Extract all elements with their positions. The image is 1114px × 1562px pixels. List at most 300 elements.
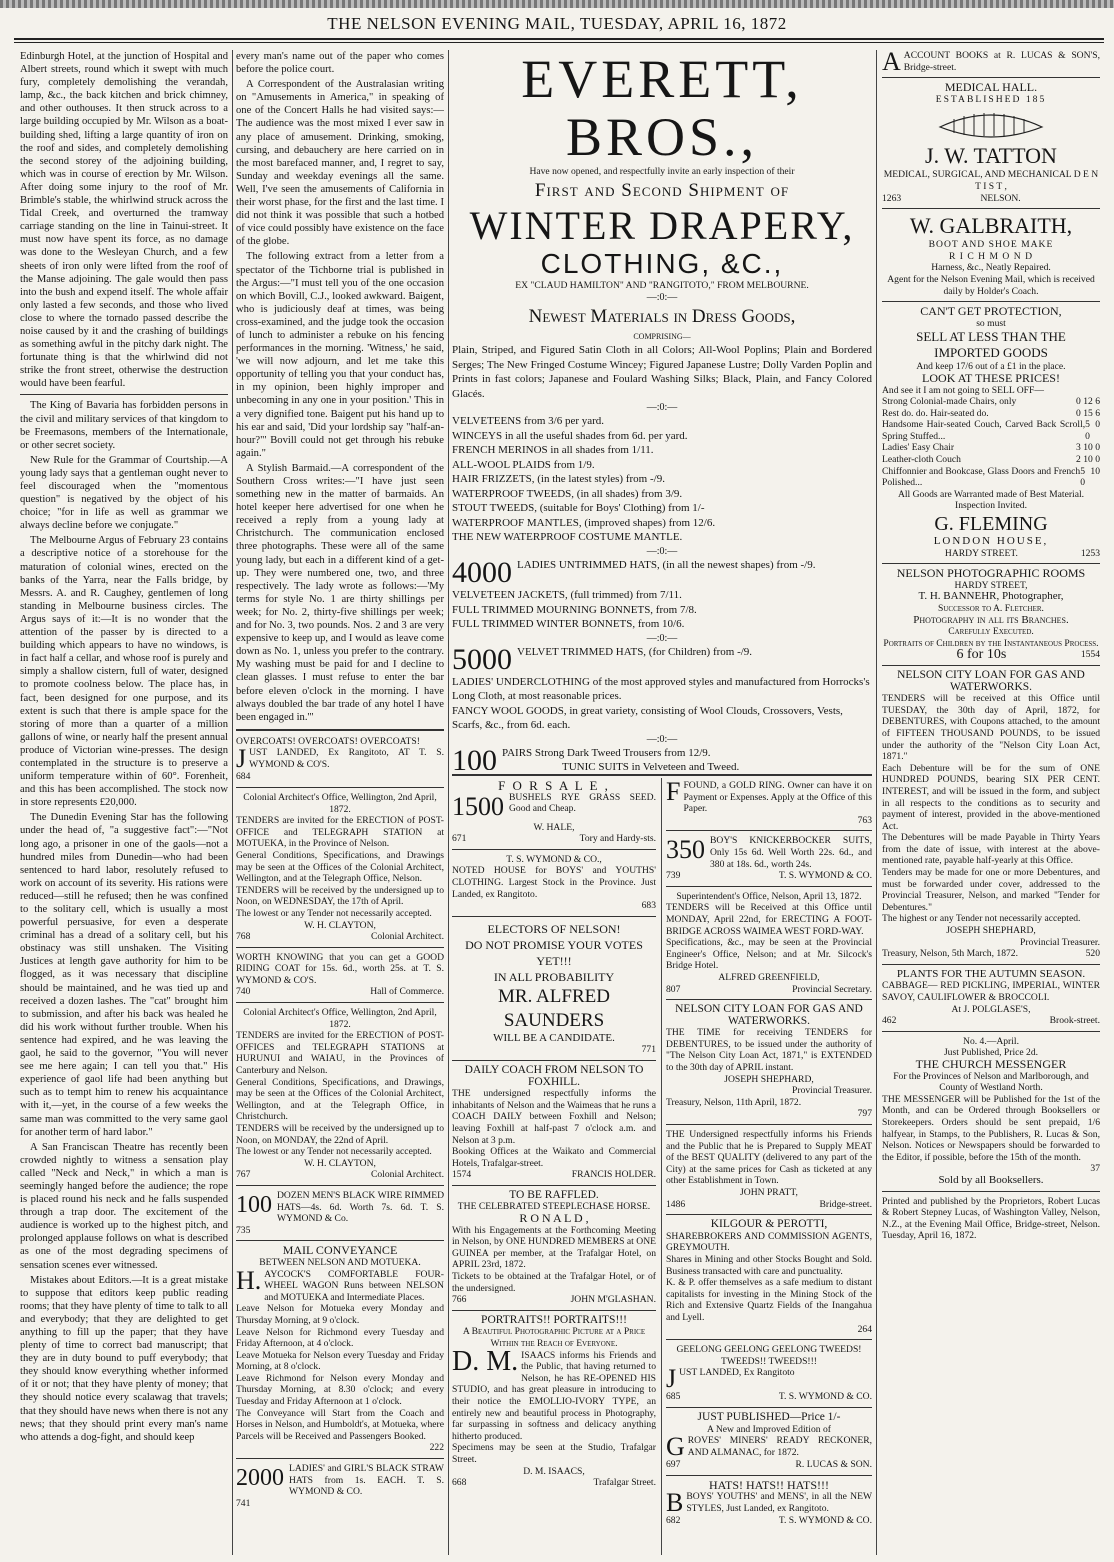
price-value: 2 10 0 (1076, 454, 1100, 466)
ad-number: 684 (236, 771, 251, 783)
ad-number: 763 (857, 814, 872, 826)
ad-number: 766 (452, 1294, 467, 1306)
ad-subheading: THE CELEBRATED STEEPLECHASE HORSE. (457, 1201, 651, 1213)
ad-signature: JOSEPH SHEPHARD, (946, 925, 1036, 937)
ad-item-big (452, 556, 872, 590)
ad-footer (882, 948, 1100, 960)
drop-cap: G (666, 1432, 685, 1462)
ad-body: HARDY STREET, (954, 579, 1028, 591)
ad-number: 671 (452, 833, 467, 845)
ad-number: 767 (236, 1169, 251, 1181)
ad-body: TENDERS will be Received at this Office until MONDAY, April 22nd, for ERECTING A FOOT-BRIDGE ACROSS WAIMEA WEST FORD-WAY. (666, 902, 872, 937)
ad-subheading: BOOT AND SHOE MAKE (928, 239, 1054, 251)
ad-overcoats (236, 736, 444, 783)
article-paragraph: The Melbourne Argus of February 23 contains a descriptive notice of a storehouse for the maturation of colonial wines, erected on the banks of the Yarra, near the Falls bridge, by Messrs. A. and R. Caughey, gentlemen of long standing in Melbourne business circles. The Argus says of it:—It is no wonder that the attention of the passer by is directed to a building which appears to have no windows, is in fact half a cellar, and whose roof is purely and simply a shallow cistern, full of water, designed to promote coolness below. The place has, in fact, been designed for one purpose, and its extent is such that there is ample space for the storing of more than a quarter of a million gallons of wine, or nearly half the present annual produce of Victorian wine-presses. The design contemplated in the structure is to preserve a uniform temperature within of 60°. Forenheit, and this has been accomplished. The stock now in store represents £20,000. (20, 535, 228, 809)
ad-footer (666, 984, 872, 996)
divider (452, 1185, 656, 1186)
ad-heading: MEDICAL HALL. (944, 80, 1038, 95)
ad-heading: No. 4.—April. (963, 1035, 1019, 1047)
ad-item: FULL TRIMMED MOURNING BONNETS, from 7/8. (452, 603, 697, 616)
price-row (882, 442, 1100, 454)
ad-item: VELVETEEN JACKETS, (full trimmed) from 7/11. (452, 589, 682, 602)
ad-heading: NELSON CITY LOAN FOR GAS AND WATERWORKS. (897, 668, 1085, 693)
ad-heading: WILL BE A CANDIDATE. (493, 1031, 615, 1044)
ad-heading: PORTRAITS!! PORTRAITS!!! (481, 1313, 627, 1326)
divider (882, 1031, 1100, 1032)
ad-number: 1486 (666, 1198, 686, 1210)
ad-item: WINCEYS in all the useful shades from 6d. per yard. (452, 429, 688, 442)
ad-heading: IN ALL PROBABILITY (493, 969, 615, 984)
divider (666, 886, 872, 887)
ad-footer (882, 548, 1100, 560)
column-1 (20, 50, 228, 1555)
ad-heading: LOOK AT THESE PRICES! (922, 370, 1060, 385)
ad-body: AYCOCK'S COMFORTABLE FOUR-WHEEL WAGON Runs between NELSON and MOTUEKA and Intermediate Places. (264, 1268, 444, 1303)
ad-signature: Hall of Commerce. (370, 986, 444, 998)
ad-signature: At J. POLGLASE'S, (951, 1003, 1031, 1015)
drop-cap: F (666, 780, 681, 806)
article-paragraph: Edinburgh Hotel, at the junction of Hospital and Albert streets, round which it swept with much fury, completely demolishing the verandah, lamp, &c., the back kitchen and brick chimney, and other outhouses. It then struck across to a large building occupied by Mr. Wilson as a boat-building shed, lifting a large quantity of iron on the roof and sides, and completely demolishing the second storey of the adjoining building, which was in course of erection by Mr. Wilson. After doing some injury to the roof of Mr. Brimble's stable, the whirlwind struck across the Tidal Creek, and overturned the tramway carriage standing on the line in Tainui-street. It must now have spent its force, as no damage was done to the Wesleyan Church, and a few sheets of iron only were lifted from the roof of the Manse adjoining. The gale would then pass into the bush and expend itself. The whole affair only lasted a few seconds, and those who lived close to where the tornado passed describe the noise caused by it and the crashing of buildings as something awful in the pitchy dark night. The fortunate thing is that the whirlwind did not strike the front street, otherwise the destruction would have been fearful. (20, 51, 228, 390)
ad-item: FANCY WOOL GOODS, in great variety, consisting of Wool Clouds, Crossovers, Vests, Scarfs, &c., from 6d. each. (452, 704, 843, 732)
ad-body: BUSHELS RYE GRASS SEED. Good and Cheap. (509, 791, 656, 815)
ad-big-number: 350 (666, 835, 705, 865)
ad-body: ISAACS informs his Friends and the Public, that having returned to Nelson, he has RE-OPENED HIS STUDIO, and has great pleasure in introducing to their notice the EMOLLIO-IVORY TYPE, an entirely new and beautiful process in Photography, far surpassing in softness and delicacy anything hitherto produced. (452, 1349, 656, 1442)
divider (666, 1214, 872, 1215)
ad-footer (666, 870, 872, 882)
ad-text (666, 1432, 872, 1462)
divider (236, 1240, 444, 1241)
ad-body: Carefully Executed. (948, 626, 1034, 638)
ad-footer (236, 1169, 444, 1181)
ad-body: THE TIME for receiving TENDERS for DEBENTURES, to be issued under the authority of "The Nelson City Loan Act, 1871," is EXTENDED to the 30th day of APRIL instant. (666, 1027, 872, 1074)
ad-number: 807 (666, 983, 681, 995)
ad-body: Specimens may be seen at the Studio, Trafalgar Street. (452, 1442, 656, 1465)
ad-subheading: LONDON HOUSE, (933, 535, 1049, 548)
ad-signature-title: Tory and Hardy-sts. (579, 833, 656, 845)
ad-number: 1263 (882, 192, 902, 204)
ad-body: And see it I am not going to SELL OFF— (882, 384, 1044, 396)
ad-text (666, 1364, 872, 1394)
ad-item: FULL TRIMMED WINTER BONNETS, from 10/6. (452, 618, 685, 631)
ad-item: VELVETEENS from 3/6 per yard. (452, 415, 605, 428)
ad-number: 1554 (1080, 649, 1100, 661)
ad-price: 6 for 10s (956, 647, 1007, 663)
price-item: Chiffonnier and Bookcase, Glass Doors and French Polished... (882, 465, 1081, 489)
ad-heading: TO BE RAFFLED. (509, 1188, 599, 1201)
ad-body: Tickets to be obtained at the Trafalgar Hotel, or of the undersigned. (452, 1271, 656, 1294)
ad-dateline: Treasury, Nelson, 11th April, 1872. (666, 1096, 802, 1108)
ad-ornament: —:0:— (646, 545, 678, 557)
price-row (882, 419, 1100, 442)
divider (666, 999, 872, 1000)
ad-item: ALL-WOOL PLAIDS from 1/9. (452, 458, 595, 471)
ad-signature: W. HALE, (533, 821, 575, 833)
divider (20, 394, 228, 395)
drop-cap: J (666, 1364, 677, 1394)
ad-body: DOZEN MEN'S BLACK WIRE RIMMED HATS—4s. 6d. Worth 7s. 6d. T. S. WYMOND & Co. (277, 1189, 444, 1225)
ad-body: Shares in Mining and other Stocks Bought and Sold. Business transacted with care and punctuality. (666, 1253, 872, 1277)
ad-body: THE MESSENGER will be Published for the 1st of the Month, and can be Ordered through Booksellers or Storekeepers. Orders should be sent prepaid, 1/6 halfyear, in Stamps, to the Publishers, R. Lucas & Son, Nelson. Notices or Newspapers should be forwarded to the Editor, if possible, before the 15th of the month. (882, 1093, 1100, 1163)
ad-subheading: MEDICAL, SURGICAL, AND MECHANICAL D E N T I S T , (883, 169, 1099, 192)
drop-cap: B (666, 1488, 684, 1518)
ad-ornament: —:0:— (646, 632, 678, 644)
ad-text (666, 780, 872, 815)
ad-number: 462 (882, 1015, 897, 1027)
ad-body: The highest or any Tender not necessarily accepted. (882, 913, 1081, 925)
ad-riding-coat (236, 952, 444, 998)
ad-number: 683 (641, 900, 656, 912)
price-row (882, 396, 1100, 408)
ad-body: For the Provinces of Nelson and Marlborough, and County of Westland North. (893, 1070, 1089, 1094)
ad-heading: OVERCOATS! OVERCOATS! OVERCOATS! (236, 735, 420, 747)
price-item: Leather-cloth Couch (882, 454, 961, 466)
ad-body: TENDERS are invited for the ERECTION of POST-OFFICES and TELEGRAPH STATIONS at HURUNUI and WAIAU, in the Provinces of Canterbury and Nelson. (236, 1030, 444, 1077)
ad-signature-title: Bridge-street. (819, 1198, 872, 1210)
ad-signature: T. S. WYMOND & CO. (778, 1391, 872, 1403)
masthead (0, 0, 1114, 48)
ad-text (236, 1265, 444, 1304)
ad-dateline: Colonial Architect's Office, Wellington, 2nd April, 1872. (243, 791, 437, 815)
ad-subheading: SHAREBROKERS AND COMMISSION AGENTS, GREYMOUTH. (666, 1230, 872, 1254)
divider (666, 1475, 872, 1476)
ad-body: TENDERS will be received at this Office until TUESDAY, the 30th day of April, 1872, for DEBENTURES, with Coupons attached, to the amount of FIFTEEN THOUSAND POUNDS, to be issued under the authority of the "Nelson City Loan Act, 1871." (882, 693, 1100, 763)
ad-body: General Conditions, Specifications, and Drawings may be seen at the Offices of the Colonial Architect, Wellington, and at the Telegraph Office, Nelson. (236, 849, 444, 885)
price-value: 0 15 6 (1076, 407, 1100, 419)
ad-publication-title: THE CHURCH MESSENGER (915, 1056, 1067, 1071)
ad-body: Harness, &c., Neatly Repaired. (931, 262, 1051, 274)
ad-signature-title: Brook-street. (1049, 1015, 1100, 1027)
price-value: 5 10 0 (1080, 465, 1100, 489)
ad-mail-conveyance (236, 1245, 444, 1454)
ad-footer (452, 1169, 656, 1181)
ad-number: 739 (666, 870, 681, 882)
ad-shipping: EX "CLAUD HAMILTON" AND "RANGITOTO," FROM MELBOURNE. (515, 279, 809, 291)
divider (452, 1060, 656, 1061)
ad-body: Specifications, &c., may be seen at the Provincial Engineer's Office, Nelson; and at Mr. Silcock's Bridge Hotel. (666, 937, 872, 972)
ad-heading: KILGOUR & PEROTTI, (710, 1218, 828, 1231)
ad-text (452, 791, 656, 821)
ad-item-big (452, 642, 872, 676)
ad-item: WATERPROOF MANTLES, (improved shapes) from 12/6. (452, 516, 716, 529)
ad-footer (882, 649, 1100, 661)
ad-tender-hurunui (236, 1007, 444, 1181)
ad-heading: F O R S A L E , (498, 780, 610, 793)
ad-body: BOYS' YOUTHS' and MENS', in all the NEW STYLES, Just Landed, ex Rangitoto. (686, 1491, 872, 1514)
ad-number: 797 (857, 1108, 872, 1120)
ad-footer (452, 1477, 656, 1489)
ad-heading: T. S. WYMOND & CO., (506, 853, 602, 865)
price-item: Ladies' Easy Chair (882, 442, 955, 454)
ad-body: All Goods are Warranted made of Best Material. Inspection Invited. (897, 488, 1085, 512)
ad-body: THE undersigned respectfully informs the inhabitants of Nelson and the Waimeas that he runs a COACH DAILY between Foxhill and Nelson; leaving Foxhill at half-past 7 o'clock a.m. and Nelson at 3 p.m. (452, 1088, 656, 1146)
ad-heading: DO NOT PROMISE YOUR VOTES YET!!! (465, 937, 643, 968)
column-rule (661, 778, 662, 1555)
ad-body: Leave Nelson for Motueka every Monday and Thursday Morning, at 9 o'clock. (236, 1303, 444, 1326)
divider (452, 1310, 656, 1311)
ad-text (452, 1345, 656, 1443)
ad-number: 668 (452, 1477, 467, 1489)
price-value: 0 12 6 (1076, 396, 1100, 408)
ad-heading: NELSON PHOTOGRAPHIC ROOMS (896, 566, 1086, 581)
divider (236, 729, 444, 731)
ad-body: BOY'S KNICKERBOCKER SUITS, Only 15s 6d. Well Worth 22s. 6d., and 380 at 18s. 6d., worth 24s. (710, 835, 872, 870)
ad-body: so must (976, 317, 1006, 329)
ad-signature: T. S. WYMOND & CO. (778, 870, 872, 882)
ad-heading: HATS! HATS!! HATS!!! (709, 1477, 829, 1492)
ad-heading: GEELONG GEELONG GEELONG TWEEDS! TWEEDS!! TWEEDS!!! (676, 1344, 862, 1367)
ad-heading: DAILY COACH FROM NELSON TO FOXHILL. (464, 1063, 644, 1088)
ad-item: LADIES' UNDERCLOTHING of the most approved styles and manufactured from Horrocks's Long Cloth, at most reasonable prices. (452, 675, 870, 703)
ad-ornament: —:0:— (646, 402, 678, 414)
ad-body: Tenders may be made for one or more Debentures, and must be forwarded under cover, addressed to the Provincial Treasurer, Nelson, and marked "Tender for Debentures." (882, 867, 1100, 913)
ad-signature-title: Colonial Architect. (370, 931, 444, 943)
ad-headline: WINTER DRAPERY, (469, 202, 855, 248)
divider (882, 665, 1100, 666)
ad-signature: T. S. WYMOND & CO. (778, 1515, 872, 1527)
ad-body: UST LANDED, Ex Rangitoto (679, 1367, 795, 1379)
ad-number: 697 (666, 1459, 681, 1471)
column-3 (452, 780, 656, 1555)
ad-signature-title: Colonial Architect. (370, 1169, 444, 1181)
ad-footer (882, 193, 1100, 205)
ad-number: 735 (236, 1224, 251, 1236)
divider (882, 208, 1100, 209)
divider (236, 1458, 444, 1459)
ad-footer (882, 1015, 1100, 1027)
ad-body: Each Debenture will be for the sum of ONE HUNDRED POUNDS, bearing SIX PER CENT. INTEREST, and will be issued in the form, and subject in all respects to the conditions as to security and payment of interest, provided in the above-mentioned Act. (882, 762, 1100, 832)
ad-footer (236, 931, 444, 943)
ad-subtitle: First and Second Shipment of (534, 179, 790, 201)
ad-tender-motueka (236, 792, 444, 943)
ad-signature: NELSON. (980, 192, 1021, 204)
ad-big-number: 100 (236, 1191, 272, 1218)
ad-number: 222 (429, 1442, 444, 1454)
ad-heading: CAN'T GET PROTECTION, (920, 304, 1062, 319)
article-paragraph: The King of Bavaria has forbidden persons in the civil and military services of that kingdom to be Freemasons, members of the Internationale, or other secret society. (20, 400, 228, 451)
ad-body: CABBAGE— RED PICKLING, IMPERIAL, WINTER SAVOY, CAULIFLOWER & BROCCOLI. (882, 980, 1100, 1003)
article-paragraph: New Rule for the Grammar of Courtship.—A young lady says that a gentleman ought never to feel discouraged when the "momentous question" is negatived by the object of his choice; "for in life as well as grammar we always decline before we conjugate." (20, 454, 228, 532)
ad-body: TENDERS are invited for the ERECTION of POST-OFFICE and TELEGRAPH STATION at MOTUEKA, in the Province of Nelson. (236, 815, 444, 850)
column-5 (882, 50, 1100, 1555)
ad-heading: ELECTORS OF NELSON! (487, 921, 621, 936)
price-item: Rest do. do. Hair-seated do. (882, 407, 989, 419)
divider (236, 947, 444, 948)
ad-horse-name: R O N A L D , (519, 1211, 589, 1226)
ad-body: Successor to A. Fletcher. (938, 603, 1044, 614)
ad-number: 685 (666, 1391, 681, 1403)
ad-text (236, 744, 444, 774)
price-item: Strong Colonial-made Chairs, only (882, 396, 1017, 408)
ad-number: 768 (236, 931, 251, 943)
ad-number: 520 (1085, 948, 1100, 960)
divider (666, 1407, 872, 1408)
ad-divider (452, 774, 872, 776)
ad-footer (666, 1199, 872, 1211)
ad-number: 682 (666, 1515, 681, 1527)
divider (452, 849, 656, 850)
ad-footer (236, 986, 444, 998)
ad-big-number: 5000 (452, 642, 512, 676)
ad-body: THE Undersigned respectfully informs his Friends and the Public that he is Prepared to Supply MEAT of the BEST QUALITY (delivered to any part of the City) at the same prices for Cash as ticketed at any other Establishment in Town. (666, 1129, 872, 1187)
ad-ornament: —:0:— (646, 292, 678, 304)
imprint: Printed and published by the Proprietors, Robert Lucas & Robert Stepney Lucas, of Washington Valley, Nelson, N.Z., at the Evening Mail Office, Bridge-street, Nelson. Tuesday, April 16, 1872. (882, 1195, 1100, 1242)
masthead-title: THE NELSON EVENING MAIL, TUESDAY, APRIL 16, 1872 (327, 14, 787, 33)
ad-body: WORTH KNOWING that you can get a GOOD RIDING COAT for 15s. 6d., worth 25s. at T. S. WYMOND & CO'S. (236, 951, 444, 986)
ad-body: The lowest or any Tender not necessarily accepted. (236, 907, 432, 919)
ad-body: The Conveyance will Start from the Coach and Horses in Nelson, and Humboldt's, at Motueka, where Parcels will be Received and Passengers Booked. (236, 1407, 444, 1442)
ad-footer (666, 1515, 872, 1527)
article-paragraph: A San Franciscan Theatre has recently been crowded nightly to witness a sensation play called "Neck and Neck," in which a man is seemingly hanged before the audience; the rope is placed round his neck and he falls suspended through a trap door. The excitement of the audience is worked up to the highest pitch, and prolonged applause follows on what is described as one of the most degrading specimens of sensation scenes ever witnessed. (20, 1141, 228, 1271)
ad-footer (452, 1294, 656, 1306)
article-paragraph: Mistakes about Editors.—It is a great mistake to suppose that editors keep public reading rooms; that they have plenty of time to talk to all and everybody; that they are delighted to get anything to fill up the paper; that they have plenty of time to correct bad manuscript; that they are in duty bound to puff everybody; that they should know everything whether informed of it or not; that they have plenty of money; that they should notice every scalawag that travels; that they should have news when there is not any news; that they should print every man's name who attends a dog-fight, and should keep (20, 1274, 228, 1443)
drop-cap: J (236, 744, 247, 774)
ad-item: FRENCH MERINOS in all shades from 1/11. (452, 444, 654, 457)
ad-body: NOTED HOUSE for BOYS' and YOUTHS' CLOTHING. Largest Stock in the Province. Just Landed, ex Rangitoto. (452, 865, 656, 900)
divider (882, 1191, 1100, 1192)
drop-cap: H. (236, 1265, 262, 1295)
ad-body: The lowest or any Tender not necessarily accepted. (236, 1146, 432, 1158)
ad-item: THE NEW WATERPROOF COSTUME MANTLE. (452, 531, 683, 544)
divider (236, 1185, 444, 1186)
ad-dateline: Superintendent's Office, Nelson, April 13, 1872. (676, 890, 862, 902)
article-paragraph: every man's name out of the paper who comes before the police court. (236, 51, 444, 76)
ad-item: HAIR FRIZZETS, (in the latest styles) from -/9. (452, 473, 665, 486)
article-paragraph: The following extract from a letter from a spectator of the Tichborne trial is published in the Argus:—"I must tell you of the one occasion on which Bovill, C.J., looked awkward. Baigent, who is judiciously deaf at times, was being cross-examined, and the judge took the occasion of lunch to administer a rebuke on his fencing performances in the morning. 'Witness,' he said, 'we will now adjourn, and let me take this opportunity of telling you that your conduct has, in my opinion, been highly improper and unbecoming in any one in your position.' This in a very dignified tone. Baigent put his hand up to his ear and said, 'Did your lordship say "half-an-hour?"' Bovill could not get through his rebuke again." (236, 251, 444, 459)
ad-subheading: BETWEEN NELSON AND MOTUEKA. (259, 1256, 421, 1268)
ad-item-text: VELVET TRIMMED HATS, (for Children) from -/9. (517, 645, 753, 658)
ad-ornament: —:0:— (646, 733, 678, 745)
ad-footer (666, 1391, 872, 1403)
ad-subheading: T. H. BANNEHR, Photographer, (918, 590, 1064, 603)
ad-signature: W. H. CLAYTON, (304, 1157, 376, 1169)
drop-cap: A (882, 50, 901, 76)
ad-section-heading: Newest Materials in Dress Goods, (528, 306, 796, 328)
ad-body: Photography in all its Branches. (913, 613, 1069, 626)
ad-headline-2: CLOTHING, &C., (540, 247, 784, 279)
column-2 (236, 50, 444, 1555)
ad-big-number: 100 (452, 743, 497, 770)
ad-body: Portraits of Children by the Instantaneous Process. (883, 637, 1099, 649)
price-item: Handsome Hair-seated Couch, Carved Back Scroll, Spring Stuffed... (882, 419, 1086, 442)
ad-intro: Have now opened, and respectfully invite an early inspection of their (529, 166, 795, 177)
ad-dateline: Colonial Architect's Office, Wellington, 2nd April, 1872. (243, 1007, 437, 1030)
ad-body: Sold by all Booksellers. (938, 1173, 1044, 1186)
ad-bootmaker-name: W. GALBRAITH, (909, 213, 1073, 239)
ad-body: UST LANDED, Ex Rangitoto, AT T. S. WYMOND & CO'S. (249, 747, 444, 770)
ad-body: Leave Nelson for Richmond every Tuesday and Friday Afternoon, at 4 o'clock. (236, 1326, 444, 1350)
ad-signature-title: Trafalgar Street. (593, 1477, 656, 1489)
column-4 (666, 780, 872, 1555)
ad-body: TENDERS will be received by the undersigned up to Noon, on WEDNESDAY, the 17th of April. (236, 884, 444, 908)
ad-item-text: PAIRS Strong Dark Tweed Trousers from 12/9. (502, 746, 711, 759)
divider (666, 1124, 872, 1125)
ad-body: ROVES' MINERS' READY RECKONER, AND ALMANAC, for 1872. (687, 1435, 872, 1458)
ad-signature-title: Provincial Treasurer. (1020, 936, 1100, 948)
ad-text (666, 835, 872, 870)
divider (882, 563, 1100, 564)
ad-candidate-name: MR. ALFRED SAUNDERS (498, 985, 610, 1031)
price-row (882, 408, 1100, 420)
column-rule (232, 50, 233, 1555)
ad-signature: FRANCIS HOLDER. (571, 1169, 656, 1181)
price-value: 5 0 0 (1085, 419, 1100, 442)
ad-big-number: 1500 (452, 791, 504, 821)
ad-number: 740 (236, 986, 251, 998)
ad-signature: JOSEPH SHEPHARD, (724, 1073, 814, 1085)
divider (666, 830, 872, 831)
divider (882, 964, 1100, 965)
ad-straw-hats (236, 1463, 444, 1509)
ad-signature-title: Provincial Treasurer. (792, 1085, 872, 1097)
ad-text (666, 1488, 872, 1518)
drop-cap: D. M. (452, 1345, 519, 1377)
ad-body: LADIES' and GIRL'S BLACK STRAW HATS from 1s. EACH. T. S. WYMOND & CO. (289, 1463, 444, 1498)
ad-body: Leave Richmond for Nelson every Monday and Thursday Morning, at 8.30 o'clock; and every Tuesday and Friday Afternoon at 1 o'clock. (236, 1372, 444, 1408)
ad-body: FOUND, a GOLD RING. Owner can have it on Payment or Expenses. Apply at the Office of this Paper. (683, 780, 872, 815)
ad-body: ACCOUNT BOOKS at R. LUCAS & SON'S, Bridge-street. (903, 50, 1100, 73)
ad-footer (452, 833, 656, 845)
ad-body: TENDERS will be received by the undersigned up to Noon, on MONDAY, the 22nd of April. (236, 1123, 444, 1146)
ad-number: 37 (1090, 1163, 1100, 1175)
ad-body: General Conditions, Specifications, and Drawings, may be seen at the Offices of the Colonial Architect, Wellington, and at the Telegraph Office, in Christchurch. (236, 1076, 444, 1123)
masthead-rule-thin (14, 42, 1104, 43)
ad-subheading: A Beautiful Photographic Picture at a Price Within the Reach of Everyone. (462, 1326, 646, 1349)
divider (236, 1002, 444, 1003)
ad-dress-list: Plain, Striped, and Figured Satin Cloth in all Colors; All-Wool Poplins; Plain and Bordered Serges; The New Fringed Costume Wincey; Figured Japanese Lustre; Dolly Varden Poplin and Prints in fast colors; Japanese and Foulard Washing Silks; Black, Plain, and Fancy Colored Glacés. (452, 344, 872, 400)
ad-body: Leave Motueka for Nelson every Tuesday and Friday Morning, at 8 o'clock. (236, 1349, 444, 1373)
column-rule (876, 50, 877, 1555)
ad-item: TUNIC SUITS in Velveteen and Tweed. (562, 761, 740, 770)
ad-big-number: 2000 (236, 1465, 284, 1492)
divider (666, 1339, 872, 1340)
ad-body: And keep 17/6 out of a £1 in the place. (916, 361, 1066, 373)
ad-dentist-name: J. W. TATTON (925, 143, 1057, 169)
ad-title: EVERETT, BROS., (521, 50, 803, 167)
article-paragraph: A Stylish Barmaid.—A correspondent of the Southern Cross writes:—"I have just seen something new in the matter of barmaids. An hotel keeper here advertised for one when he received a reply from a young lady at Christchurch. The communication enclosed three photographs. These were all of the same young lady, but each in a different kind of a get-up. They were numbered one, two, and three respectively. The lady wrote as follows:—'My terms for style No. 1 are thirty shillings per week; for No. 2, thirty-five shillings per week; and for No. 3, two pounds. Nos. 2 and 3 are very expensive to keep up, and I would as leave come down as No. 1, unless you prefer to the contrary. My washing must be paid for and I decline to clean glasses. I must refuse to enter the bar before eleven o'clock in the morning. I have always doubled the bar trade of any hotel I have been engaged in.'" (236, 462, 444, 723)
divider (882, 301, 1100, 302)
ad-number: 1253 (1080, 547, 1100, 559)
ad-body: With his Engagements at the Forthcoming Meeting in Nelson, by ONE HUNDRED MEMBERS at ONE GUINEA per member, at the Trafalgar Hotel, on APRIL 23rd, 1872. (452, 1224, 656, 1271)
ad-body: The Debentures will be made Payable in Thirty Years from the date of issue, with interest at the above-mentioned rate, payable half-yearly at this Office. (882, 832, 1100, 867)
ad-body: Agent for the Nelson Evening Mail, which is received daily by Holder's Coach. (887, 273, 1095, 297)
price-value: 3 10 0 (1076, 442, 1100, 454)
price-row (882, 466, 1100, 489)
ad-signature: HARDY STREET. (944, 547, 1018, 559)
ad-footer (666, 1459, 872, 1471)
divider (236, 787, 444, 788)
ad-wire-hats (236, 1190, 444, 1236)
article-paragraph: A Correspondent of the Australasian writing on "Amusements in America," in speaking of one of the Concert Halls he had visited says:—The audience was the most mixed I ever saw in any place of amusement. Drinking, smoking, cursing, and debauchery are here carried on in the most barefaced manner, and, I regret to say, Sunday and weekday evenings all the same. Well, I've seen the amusements of California in their worst phase, for the first and the last time. I did not think it was possible that such a hotbed of vice could possibly have existence on the face of the globe. (236, 79, 444, 248)
ad-text (882, 50, 1100, 76)
ad-big-number: 4000 (452, 556, 512, 590)
ad-number: 264 (857, 1323, 872, 1335)
price-row (882, 454, 1100, 466)
ad-signature: JOHN M'GLASHAN. (570, 1294, 656, 1306)
article-paragraph: The Dunedin Evening Star has the following under the head of, "a suggestive fact":—"Not long ago, a prisoner in one of the gaols—not a hundred miles from Dunedin—who had been sentenced to hard labor, resolutely refused to work on account of its severity. His rations were reduced—still he refused; then he was confined to the solitary cell, which is usually a most powerful persuasive, for even a desperate criminal has a dread of a solitary cell, but his obstinacy was still unshaken. The Visiting Justices at length gave authority for him to be flogged, as it was necessary that discipline should be maintained, and he was tied up and received a dozen lashes. The "cat" brought him to submission, and after his back was healed he did his work without further trouble. When his sentence had expired, and he was leaving the gaol, he said to the governor, "You will never see me here again; I can tell you that." His experience of gaol life had been anything but such as to tempt him to renew his acquaintance with it,—yet, in the course of a few weeks the same man was committed to the very same gaol for another term of hard labor." (20, 812, 228, 1138)
everett-bros-ad (452, 50, 872, 770)
ad-heading: SELL AT LESS THAN THE IMPORTED GOODS (916, 329, 1066, 361)
divider (882, 77, 1100, 78)
ad-signature: R. LUCAS & SON. (795, 1459, 872, 1471)
ad-number: 771 (641, 1044, 656, 1056)
ad-signature: W. H. CLAYTON, (304, 919, 376, 931)
masthead-rule (14, 38, 1104, 40)
ad-body: Just Published, Price 2d. (943, 1047, 1039, 1059)
ad-item-text: LADIES UNTRIMMED HATS, (in all the newest shapes) from -/9. (517, 559, 816, 572)
ad-heading: JUST PUBLISHED—Price 1/- (697, 1410, 841, 1423)
column-rule (448, 50, 449, 1555)
ad-signature: ALFRED GREENFIELD, (718, 971, 820, 983)
